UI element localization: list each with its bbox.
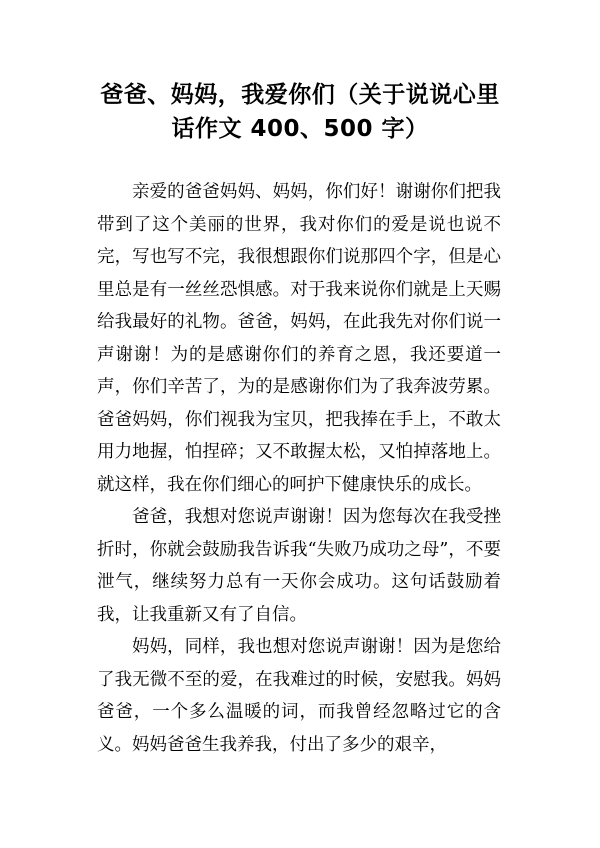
- essay-paragraph: 妈妈，同样，我也想对您说声谢谢！因为是您给了我无微不至的爱，在我难过的时候，安慰我。妈妈爸爸，一个多么温暖的词，而我曾经忽略过它的含义。妈妈爸爸生我养我，付出了多少的艰辛，: [97, 637, 501, 755]
- essay-body: [97, 176, 501, 761]
- essay-paragraph: 亲爱的爸爸妈妈、妈妈，你们好！谢谢你们把我带到了这个美丽的世界，我对你们的爱是说也说不完，写也写不完，我很想跟你们说那四个字，但是心里总是有一丝丝恐惧感。对于我来说你们就是上天赐给我最好的礼物。爸爸，妈妈，在此我先对你们说一声谢谢！为的是感谢你们的养育之恩，我还要道一声，你们辛苦了，为的是感谢你们为了我奔波劳累。爸爸妈妈，你们视我为宝贝，把我捧在手上，不敢太用力地握，怕捏碎；又不敢握太松，又怕掉落地上。就这样，我在你们细心的呵护下健康快乐的成长。: [97, 182, 501, 495]
- essay-paragraph: 爸爸，我想对您说声谢谢！因为您每次在我受挫折时，你就会鼓励我告诉我“失败乃成功之母”，不要泄气，继续努力总有一天你会成功。这句话鼓励着我，让我重新又有了自信。: [97, 507, 501, 625]
- essay-title: 爸爸、妈妈，我爱你们（关于说说心里话作文 400、500 字）: [100, 82, 500, 142]
